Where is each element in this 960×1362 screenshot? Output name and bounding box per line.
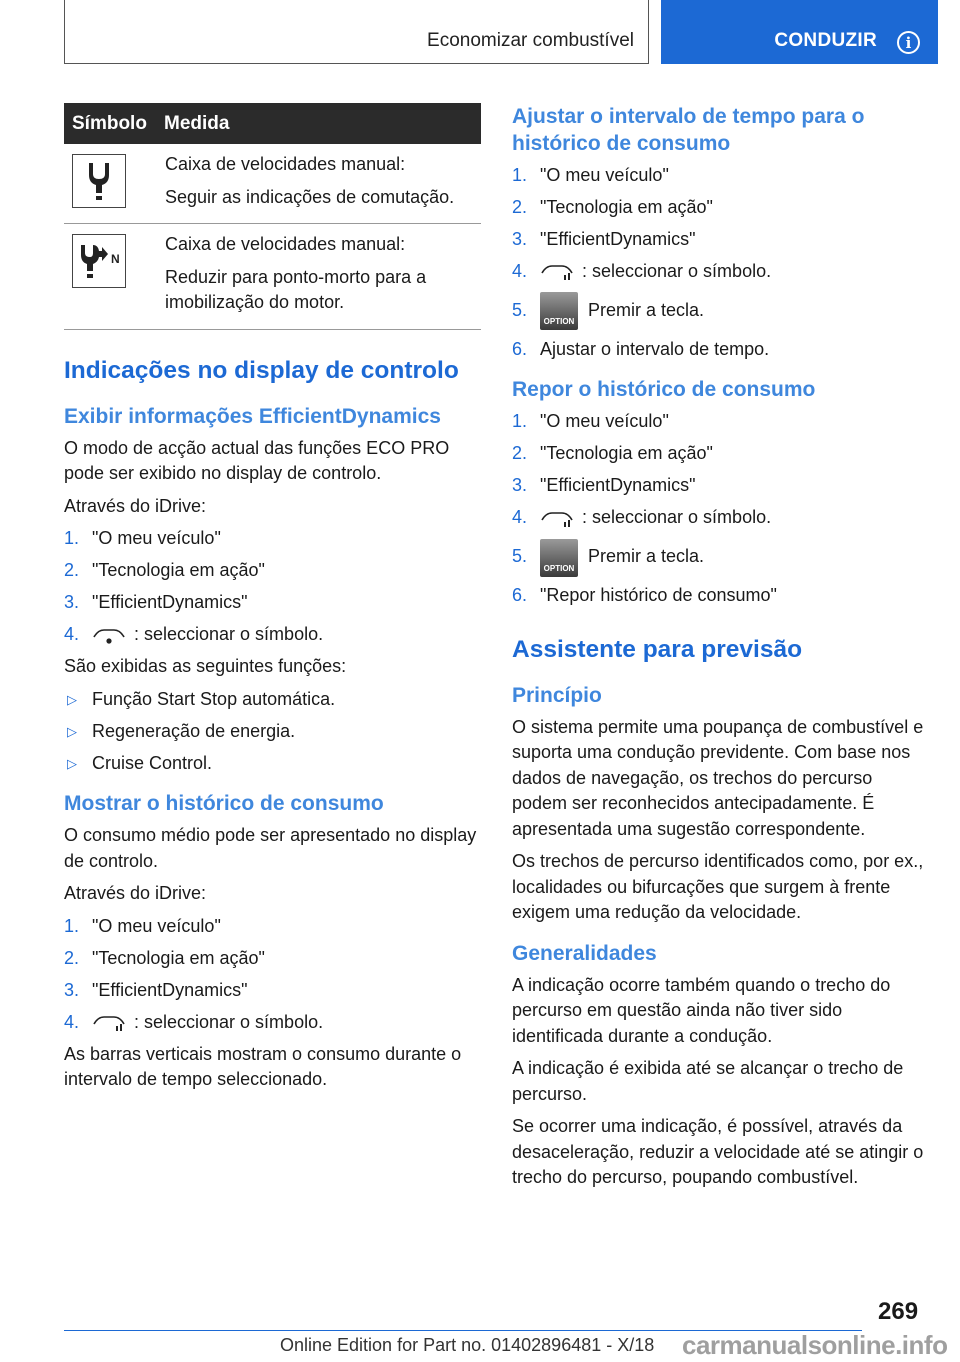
table-row-line: Caixa de velocidades manual: [165,154,406,174]
option-key-icon: OPTION [540,292,578,330]
triangle-bullet-icon: ▷ [67,755,77,771]
list-item: 1. "O meu veículo" [512,165,669,185]
paragraph: Os trechos de percurso identificados como, por ex., localidades ou bifurcações que surgem à frente exigem uma redução da velocidade. [512,851,924,922]
paragraph: As barras verticais mostram o consumo durante o intervalo de tempo seleccionado. [64,1043,462,1089]
list-item: ▷ Cruise Control. [64,751,481,777]
option-key-icon: OPTION [540,539,578,577]
table-row-line: Seguir as indicações de comutação. [165,186,455,207]
neutral-indicator-icon [72,234,126,288]
list-item: 4. : seleccionar o símbolo. [512,261,772,281]
step-list [512,409,928,608]
subsection-heading: Exibir informações EfficientDynamics [64,404,441,428]
table-header-symbol: Símbolo [64,103,156,144]
table-row-line: Caixa de velocidades manual: [165,234,406,254]
list-item: 5. OPTION Premir a tecla. [512,291,928,330]
paragraph: Se ocorrer uma indicação, é possível, através da desaceleração, reduzir a velocidade até se atingir o trecho do percurso, poupando combustível. [512,1116,924,1187]
step-list [64,526,481,648]
list-item: 3. "EfficientDynamics" [512,475,696,496]
table-row [64,224,481,330]
triangle-bullet-icon: ▷ [67,691,77,707]
header-section-box [64,0,649,64]
list-item: 5. OPTION Premir a tecla. [512,537,928,576]
paragraph: O consumo médio pode ser apresentado no display de controlo. [64,825,477,871]
svg-text:N: N [111,252,120,266]
step-list [512,163,928,362]
paragraph: Através do iDrive: [64,883,207,903]
table-row [64,144,481,224]
list-item: 2. "Tecnologia em ação" [64,947,265,968]
subsection-heading: Ajustar o intervalo de tempo para o histórico de consumo [512,105,865,155]
header-chapter-box [661,0,938,64]
list-item: 3. "EfficientDynamics" [64,979,248,1000]
list-item: 6. Ajustar o intervalo de tempo. [512,338,770,359]
list-item: 2. "Tecnologia em ação" [64,560,265,580]
right-column [512,103,928,1198]
list-item: 1. "O meu veículo" [64,915,221,936]
header-chapter-title: CONDUZIR [774,30,877,51]
bullet-list [64,687,481,777]
list-item: 4. : seleccionar o símbolo. [64,624,324,644]
header-section-title: Economizar combustível [427,30,634,51]
paragraph: São exibidas as seguintes funções: [64,656,347,676]
page-number: 269 [878,1298,919,1325]
eco-car-history-icon [540,510,574,528]
section-heading: Assistente para previsão [512,635,803,663]
list-item: 6. "Repor histórico de consumo" [512,585,777,605]
symbol-table [64,103,481,330]
subsection-heading: Mostrar o histórico de consumo [64,792,384,815]
table-header-row [64,103,481,144]
list-item: 2. "Tecnologia em ação" [512,443,713,464]
shift-indicator-icon [72,154,126,208]
triangle-bullet-icon: ▷ [67,723,77,739]
subsection-heading: Generalidades [512,941,657,965]
left-column [64,103,481,1100]
eco-car-icon [92,626,126,644]
subsection-heading: Repor o histórico de consumo [512,378,816,402]
table-row-line: Reduzir para ponto-morto para a imobilização do motor. [165,266,427,312]
list-item: 2. "Tecnologia em ação" [512,197,713,217]
list-item: 4. : seleccionar o símbolo. [512,507,772,528]
watermark: carmanualsonline.info [682,1330,948,1360]
paragraph: A indicação ocorre também quando o trecho do percurso em questão ainda não tiver sido identificada durante a condução. [512,974,891,1046]
list-item: ▷ Regeneração de energia. [64,719,481,745]
eco-car-history-icon [92,1014,126,1032]
list-item: ▷ Função Start Stop automática. [64,687,481,713]
footer-edition: Online Edition for Part no. 01402896481 - X/18 [280,1335,655,1355]
eco-car-history-icon [540,263,574,281]
paragraph: O modo de acção actual das funções ECO PRO pode ser exibido no display de controlo. [64,437,450,483]
info-icon: i [897,31,920,54]
list-item: 1. "O meu veículo" [512,411,669,432]
step-list [64,914,481,1036]
section-heading: Indicações no display de controlo [64,356,459,384]
subsection-heading: Princípio [512,683,602,707]
paragraph: A indicação é exibida até se alcançar o trecho de percurso. [512,1058,904,1104]
paragraph: O sistema permite uma poupança de combustível e suporta uma condução previdente. Com base nos dados de navegação, os trechos do percurso podem ser reconhecidos antecipadamente. É apresentada uma sugestão correspondente. [512,716,924,839]
list-item: 1. "O meu veículo" [64,528,221,548]
paragraph: Através do iDrive: [64,495,207,516]
list-item: 4. : seleccionar o símbolo. [64,1011,324,1032]
list-item: 3. "EfficientDynamics" [512,229,696,249]
table-header-measure: Medida [156,103,481,144]
list-item: 3. "EfficientDynamics" [64,592,248,612]
